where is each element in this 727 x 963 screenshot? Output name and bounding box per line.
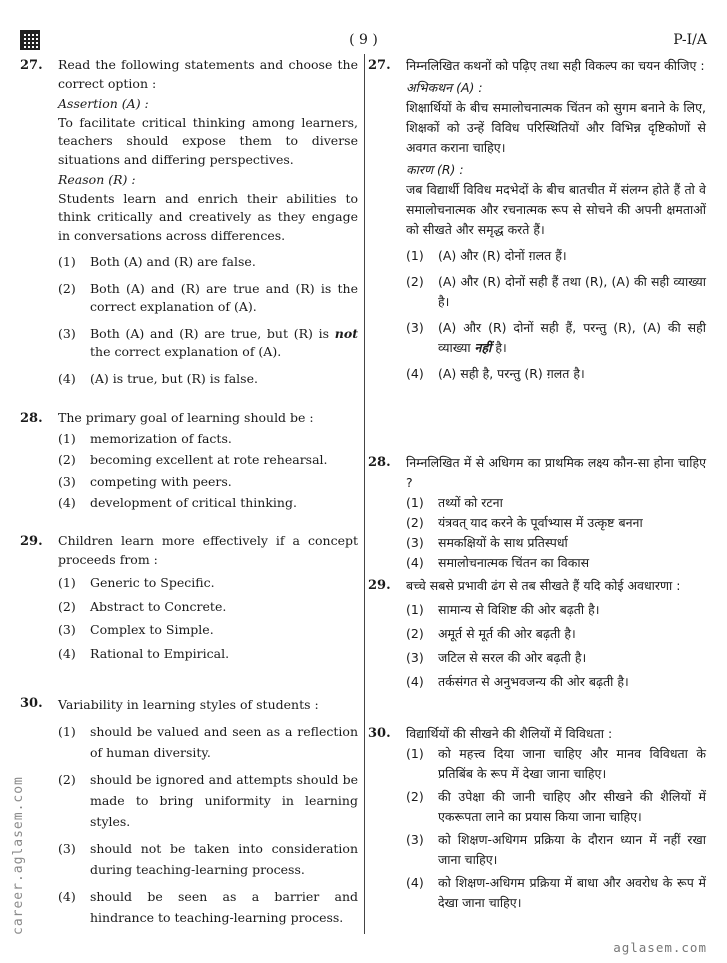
emphasis-nahin: नहीं: [474, 340, 492, 355]
question-body: [406, 576, 706, 692]
question-stem: बच्चे सबसे प्रभावी ढंग से तब सीखते हैं यदि कोई अवधारणा :: [406, 578, 681, 593]
question-body: [58, 409, 358, 513]
option-2: (2) should be ignored and attempts should be made to bring uniformity in learning styles.: [58, 772, 358, 829]
option-4: (4) development of critical thinking.: [58, 495, 297, 510]
option-2: (2) अमूर्त से मूर्त की ओर बढ़ती है।: [406, 626, 576, 641]
paper-code: P-I/A: [673, 32, 707, 48]
question-number: 30.: [20, 696, 43, 711]
reason-label: Reason (R) :: [58, 172, 136, 187]
option-4: (4) (A) is true, but (R) is false.: [58, 370, 258, 386]
option-4: (4) should be seen as a barrier and hindrance to teaching-learning process.: [58, 889, 358, 925]
option-2: (2) की उपेक्षा की जानी चाहिए और सीखने की शैलियों में एकरूपता लाने का प्रयास किया जाना चाहिए।: [406, 789, 706, 824]
option-4: (4) तर्कसंगत से अनुभवजन्य की ओर बढ़ती है।: [406, 674, 629, 689]
question-stem: निम्नलिखित में से अधिगम का प्राथमिक लक्ष्य कौन-सा होना चाहिए ?: [406, 455, 706, 490]
question-body: [58, 56, 358, 388]
option-1: (1) should be valued and seen as a reflection of human diversity.: [58, 724, 358, 760]
question-stem: The primary goal of learning should be :: [58, 410, 314, 425]
question-number: 30.: [368, 726, 391, 741]
bottom-watermark: aglasem.com: [613, 940, 707, 955]
option-3: (3) should not be taken into consideration during teaching-learning process.: [58, 841, 358, 877]
reason-text: जब विद्यार्थी विविध मदभेदों के बीच बातचीत में संलग्न होते हैं तो वे समालोचनात्मक और रचनात्मक रूप से सोचने की अपनी क्षमताओं को सीखते और समृद्ध करते हैं।: [406, 182, 706, 237]
option-3: (3) समकक्षियों के साथ प्रतिस्पर्धा: [406, 535, 568, 550]
option-3: (3) Both (A) and (R) are true, but (R) is not the correct explanation of (A).: [58, 325, 358, 359]
option-1: (1) (A) और (R) दोनों ग़लत हैं।: [406, 248, 567, 263]
option-3: (3) जटिल से सरल की ओर बढ़ती है।: [406, 650, 587, 665]
side-watermark: career.aglasem.com: [11, 776, 26, 935]
option-3: (3) को शिक्षण-अधिगम प्रक्रिया के दौरान ध्यान में नहीं रखा जाना चाहिए।: [406, 832, 706, 867]
page-number: ( 9 ): [349, 32, 378, 48]
question-number: 29.: [368, 578, 391, 593]
reason-text: Students learn and enrich their abilities to think critically and creatively as they engage in conversations across differences.: [58, 190, 358, 243]
question-body: [406, 56, 706, 384]
option-3: (3) (A) और (R) दोनों सही हैं, परन्तु (R), (A) की सही व्याख्या नहीं है।: [406, 320, 706, 355]
assertion-label: अभिकथन (A) :: [406, 80, 483, 95]
option-1: (1) तथ्यों को रटना: [406, 495, 503, 510]
question-number: 28.: [20, 411, 43, 426]
option-3: (3) competing with peers.: [58, 473, 232, 489]
option-1: (1) memorization of facts.: [58, 430, 232, 446]
option-4: (4) को शिक्षण-अधिगम प्रक्रिया में बाधा और अवरोध के रूप में देखा जाना चाहिए।: [406, 875, 706, 910]
question-number: 29.: [20, 534, 43, 549]
question-body: [406, 453, 706, 573]
option-1: (1) सामान्य से विशिष्ट की ओर बढ़ती है।: [406, 602, 600, 617]
reason-label: कारण (R) :: [406, 162, 464, 177]
question-body: [58, 532, 358, 663]
option-1: (1) Both (A) and (R) are false.: [58, 254, 256, 269]
question-stem: विद्यार्थियों की सीखने की शैलियों में विविधता :: [406, 726, 613, 741]
assertion-text: To facilitate critical thinking among learners, teachers should expose them to diverse situations and differing perspectives.: [58, 114, 358, 167]
option-2: (2) यंत्रवत् याद करने के पूर्वाभ्यास में उत्कृष्ट बनना: [406, 515, 643, 530]
option-1: (1) को महत्त्व दिया जाना चाहिए और मानव विविधता के प्रतिबिंब के रूप में देखा जाना चाहिए।: [406, 746, 706, 781]
question-number: 27.: [20, 58, 43, 73]
option-1: (1) Generic to Specific.: [58, 575, 215, 590]
assertion-text: शिक्षार्थियों के बीच समालोचनात्मक चिंतन को सुगम बनाने के लिए, शिक्षकों को उन्हें विविध परिस्थितियों और विभिन्न दृष्टिकोणों से अवगत कराना चाहिए।: [406, 100, 706, 155]
question-body: [406, 724, 706, 913]
option-2: (2) (A) और (R) दोनों सही हैं तथा (R), (A) की सही व्याख्या है।: [406, 274, 706, 309]
option-4: (4) (A) सही है, परन्तु (R) ग़लत है।: [406, 366, 585, 381]
option-2: (2) Abstract to Concrete.: [58, 598, 227, 614]
option-4: (4) समालोचनात्मक चिंतन का विकास: [406, 555, 590, 570]
question-stem: Children learn more effectively if a concept proceeds from :: [58, 533, 358, 567]
option-4: (4) Rational to Empirical.: [58, 645, 230, 661]
question-stem: Read the following statements and choose the correct option :: [58, 57, 358, 91]
question-number: 28.: [368, 455, 391, 470]
question-body: [58, 694, 358, 928]
emphasis-not: not: [334, 325, 358, 341]
question-number: 27.: [368, 58, 391, 73]
option-2: (2) Both (A) and (R) are true and (R) is the correct explanation of (A).: [58, 280, 358, 314]
column-divider: [364, 54, 365, 934]
option-3: (3) Complex to Simple.: [58, 622, 214, 637]
question-stem: निम्नलिखित कथनों को पढ़िए तथा सही विकल्प का चयन कीजिए :: [406, 58, 705, 73]
assertion-label: Assertion (A) :: [58, 96, 149, 111]
question-stem: Variability in learning styles of students :: [58, 697, 319, 712]
option-2: (2) becoming excellent at rote rehearsal.: [58, 452, 328, 467]
